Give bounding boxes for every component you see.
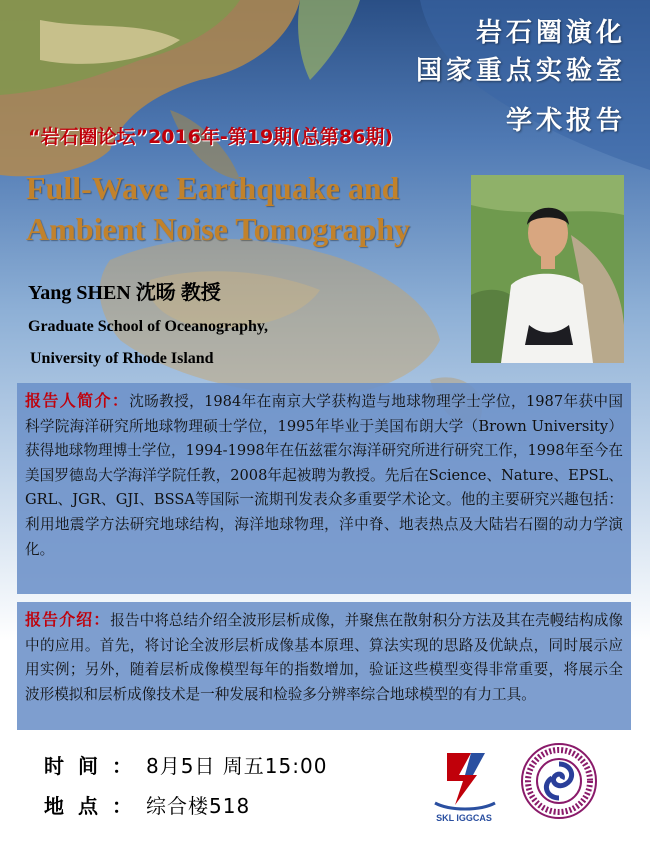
- speaker-photo: [471, 175, 624, 363]
- talk-title: [26, 168, 466, 250]
- speaker-bio-box: [17, 383, 631, 594]
- institute-seal-icon: [520, 742, 598, 820]
- speaker-name: [28, 276, 221, 305]
- lab-name-line2: 国家重点实验室: [415, 56, 626, 86]
- intro-label: 报告介绍：: [25, 610, 111, 629]
- affiliation-line2: University of Rhode Island: [30, 350, 214, 367]
- skl-logo-icon: [425, 745, 503, 825]
- place-value: 综合楼518: [146, 794, 251, 818]
- speaker-name-en: Yang SHEN: [28, 282, 131, 304]
- time-value: 8月5日 周五15:00: [146, 754, 328, 778]
- talk-title-line1: Full-Wave Earthquake and: [26, 170, 400, 206]
- bio-label: 报告人简介：: [25, 391, 130, 410]
- time-row: [44, 750, 327, 779]
- bio-text: 沈旸教授，1984年在南京大学获构造与地球物理学士学位，1987年获中国科学院海洋研究所地球物理硕士学位，1995年毕业于美国布朗大学（Brown University）获得地球物理博士学位，1994-1998年在伍兹霍尔海洋研究所进行研究工作，1998年至今在美国罗德岛大学海洋学院任教，2008年起被聘为教授。先后在Science、Nature、EPSL、GRL、JGR、GJI、BSSA等国际一流期刊发表众多重要学术论文。他的主要研究兴趣包括：利用地震学方法研究地球结构，海洋地球物理，洋中脊、地表热点及大陆岩石圈的动力学演化。: [25, 393, 623, 558]
- speaker-name-cn: 沈旸: [135, 280, 176, 304]
- time-label: 时间：: [44, 754, 146, 778]
- talk-title-line2: Ambient Noise Tomography: [26, 211, 411, 247]
- speaker-title: 教授: [180, 280, 221, 304]
- talk-intro-box: [17, 602, 631, 730]
- intro-text: 报告中将总结介绍全波形层析成像，并聚焦在散射积分方法及其在壳幔结构成像中的应用。首先，将讨论全波形层析成像基本原理、算法实现的思路及优缺点，同时展示应用实例；另外，随着层析成像模型每年的指数增加，验证这些模型变得非常重要，将展示全波形模拟和层析成像技术是一种发展和检验多分辨率综合地球模型的有力工具。: [25, 612, 623, 703]
- svg-text:SKL IGGCAS: SKL IGGCAS: [436, 813, 492, 823]
- place-row: [44, 790, 250, 819]
- place-label: 地点：: [44, 794, 146, 818]
- forum-issue-line: “岩石圈论坛”2016年-第19期(总第86期): [28, 126, 393, 148]
- affiliation-line1: Graduate School of Oceanography,: [28, 318, 269, 335]
- academic-report-heading: 学术报告: [505, 106, 626, 136]
- lab-name-line1: 岩石圈演化: [475, 18, 626, 48]
